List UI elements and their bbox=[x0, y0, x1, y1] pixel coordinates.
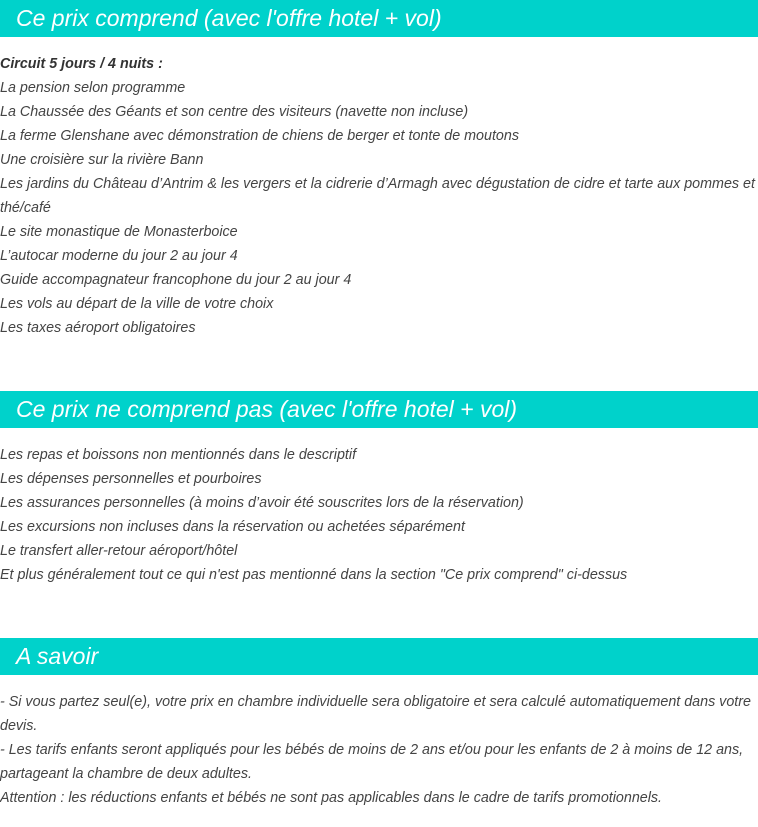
included-list bbox=[0, 52, 756, 340]
not-included-list bbox=[0, 443, 756, 587]
section-title-included: Ce prix comprend (avec l'offre hotel + vol) bbox=[0, 0, 758, 37]
list-item: La pension selon programme bbox=[0, 80, 186, 96]
list-item: Guide accompagnateur francophone du jour 2 au jour 4 bbox=[0, 272, 352, 288]
section-title-not-included: Ce prix ne comprend pas (avec l'offre hotel + vol) bbox=[0, 391, 758, 428]
section-title-good-to-know: A savoir bbox=[0, 638, 758, 675]
list-item: Attention : les réductions enfants et bébés ne sont pas applicables dans le cadre de tarifs promotionnels. bbox=[0, 790, 663, 806]
list-item: Les taxes aéroport obligatoires bbox=[0, 320, 196, 336]
list-item: - Les tarifs enfants seront appliqués pour les bébés de moins de 2 ans et/ou pour les enfants de 2 à moins de 12 ans, partageant la chambre de deux adultes. bbox=[0, 742, 744, 782]
list-item: Et plus généralement tout ce qui n'est pas mentionné dans la section "Ce prix comprend" ci-dessus bbox=[0, 567, 628, 583]
list-item: Les dépenses personnelles et pourboires bbox=[0, 471, 262, 487]
list-item: Une croisière sur la rivière Bann bbox=[0, 152, 204, 168]
list-item: Les excursions non incluses dans la réservation ou achetées séparément bbox=[0, 519, 465, 535]
list-item: Les repas et boissons non mentionnés dans le descriptif bbox=[0, 447, 357, 463]
list-item: Circuit 5 jours / 4 nuits : bbox=[0, 56, 163, 72]
list-item: Les jardins du Château d’Antrim & les vergers et la cidrerie d’Armagh avec dégustation de cidre et tarte aux pommes et thé/café bbox=[0, 176, 755, 216]
list-item: Les assurances personnelles (à moins d’avoir été souscrites lors de la réservation) bbox=[0, 495, 524, 511]
good-to-know-list bbox=[0, 690, 756, 810]
list-item: La ferme Glenshane avec démonstration de chiens de berger et tonte de moutons bbox=[0, 128, 519, 144]
list-item: La Chaussée des Géants et son centre des visiteurs (navette non incluse) bbox=[0, 104, 469, 120]
list-item: Le transfert aller-retour aéroport/hôtel bbox=[0, 543, 238, 559]
list-item: Les vols au départ de la ville de votre choix bbox=[0, 296, 274, 312]
list-item: Le site monastique de Monasterboice bbox=[0, 224, 238, 240]
list-item: L’autocar moderne du jour 2 au jour 4 bbox=[0, 248, 238, 264]
list-item: - Si vous partez seul(e), votre prix en chambre individuelle sera obligatoire et sera calculé automatiquement dans votre devis. bbox=[0, 694, 751, 734]
